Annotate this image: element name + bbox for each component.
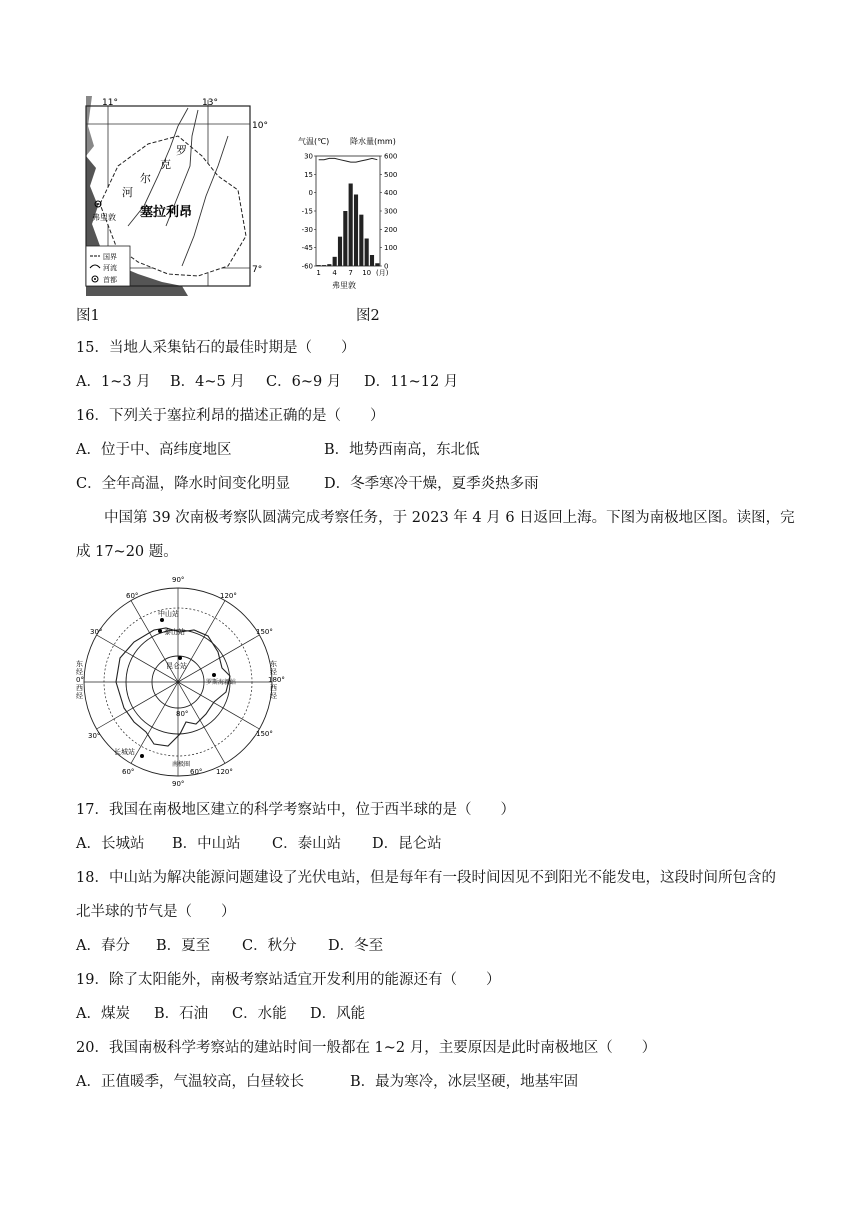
right-meridian-xi: 西 [270,684,277,692]
precip-bar [354,195,358,267]
map-lon-30-lower: 30° [88,732,101,740]
q15-option-d: D．11~12 月 [364,374,459,390]
precip-bar [338,237,342,266]
q19-option-a: A．煤炭 [76,1006,130,1022]
legend-capital: 首都 [103,276,117,284]
temp-tick-label: -45 [301,244,313,253]
month-tick-label: 1 [316,269,321,277]
map-lon-150-upper: 150° [256,628,273,636]
map-lon-150-lower: 150° [256,730,273,738]
precip-tick-label: 500 [384,170,398,179]
map-lon-120-bottom: 120° [216,768,233,776]
left-meridian-jing2: 经 [76,692,83,700]
map-lon-60-bottom-left: 60° [122,768,135,776]
lat-80-label: 80° [176,710,189,718]
precip-bar [322,265,326,266]
map-lon-120-top: 120° [220,592,237,600]
country-char-ke: 克 [160,158,171,171]
precip-axis-title: 降水量(mm) [350,137,396,146]
q19-option-c: C．水能 [232,1006,287,1022]
precip-bar [375,263,379,266]
precip-bar [317,265,321,266]
left-meridian-jing1: 经 [76,668,83,676]
station-kunlun: 昆仑站 [166,662,187,670]
legend-border: 国界 [103,253,117,261]
left-meridian-xi: 西 [76,684,83,692]
left-meridian-dong: 东 [76,660,83,668]
country-name: 塞拉利昂 [140,205,193,220]
temp-tick-label: 30 [304,152,313,161]
q17-option-c: C．泰山站 [272,836,342,852]
right-meridian-dong: 东 [270,660,277,668]
q15-option-b: B．4~5 月 [170,374,245,390]
q20-option-b: B．最为寒冷，冰层坚硬，地基牢固 [350,1074,579,1090]
station-ross-sea: 罗斯海新站 [206,679,237,686]
q20-stem: 20．我国南极科学考察站的建站时间一般都在 1~2 月，主要原因是此时南极地区（ ） [76,1040,657,1056]
sierra-leone-map [78,96,278,296]
temp-tick-label: -60 [301,262,313,271]
q19-option-d: D．风能 [310,1006,366,1022]
q17-option-a: A．长城站 [76,836,145,852]
map-lon-30-upper: 30° [90,628,103,636]
lon-label-13: 13° [202,98,218,108]
q16-option-b: B．地势西南高，东北低 [324,442,480,458]
temp-tick-label: 0 [308,189,313,198]
q16-option-a: A．位于中、高纬度地区 [76,442,232,458]
station-name: 弗里敦 [332,281,356,290]
intro-line-2: 成 17~20 题。 [76,544,178,560]
month-tick-label: 10 [362,269,372,277]
lat-label-7: 7° [252,265,263,275]
q17-option-d: D．昆仑站 [372,836,442,852]
antarctic-circle-label: 南极圈 [172,761,191,768]
q19-stem: 19．除了太阳能外，南极考察站适宜开发利用的能源还有（ ） [76,972,501,988]
map-lon-60-top: 60° [126,592,139,600]
country-char-er: 尔 [140,172,151,185]
precip-bar [370,255,374,266]
precip-tick-label: 400 [384,189,398,198]
right-meridian-jing2: 经 [270,692,277,700]
q16-option-c: C．全年高温，降水时间变化明显 [76,476,291,492]
temp-tick-label: 15 [304,170,313,179]
precip-bar [365,239,369,267]
figure1-caption: 图1 [76,308,100,324]
precip-bar [327,264,331,266]
map-lon-60-bottom-right: 60° [190,768,203,776]
temperature-line [319,158,378,162]
right-meridian-jing1: 经 [270,668,277,676]
q18-option-d: D．冬至 [328,938,384,954]
figure2-caption: 图2 [356,308,380,324]
temp-tick-label: -15 [301,207,313,216]
left-meridian-zero: 0° [76,676,84,684]
q15-option-a: A．1~3 月 [76,374,151,390]
q15-stem: 15．当地人采集钻石的最佳时期是（ ） [76,340,356,356]
lon-label-11: 11° [102,98,118,108]
map-lon-90-top: 90° [172,576,185,584]
q17-stem: 17．我国在南极地区建立的科学考察站中，位于西半球的是（ ） [76,802,515,818]
precip-tick-label: 0 [384,262,389,271]
precip-bar [349,184,353,267]
month-tick-label: 4 [332,269,337,277]
station-zhongshan: 中山站 [158,610,179,618]
q19-option-b: B．石油 [154,1006,209,1022]
precip-tick-label: 100 [384,244,398,253]
q20-option-a: A．正值暖季，气温较高，白昼较长 [76,1074,304,1090]
map-lon-90-bottom: 90° [172,780,185,788]
lat-label-10: 10° [252,121,268,131]
q16-stem: 16．下列关于塞拉利昂的描述正确的是（ ） [76,408,385,424]
intro-line-1: 中国第 39 次南极考察队圆满完成考察任务，于 2023 年 4 月 6 日返回上海。下图为南极地区图。读图，完 [104,510,795,526]
country-char-luo: 罗 [176,144,187,157]
q18-option-c: C．秋分 [242,938,297,954]
q18-stem-line2: 北半球的节气是（ ） [76,904,236,920]
month-tick-label: 7 [348,269,353,277]
precip-bar [343,211,347,266]
temp-axis-title: 气温(℃) [298,137,330,146]
q18-option-a: A．春分 [76,938,130,954]
q16-option-d: D．冬季寒冷干燥，夏季炎热多雨 [324,476,539,492]
legend-river: 河流 [103,264,117,272]
q18-stem-line1: 18．中山站为解决能源问题建设了光伏电站，但是每年有一段时间因见不到阳光不能发电，这段时间所包含的 [76,870,776,886]
right-meridian-180: 180° [268,676,285,684]
q17-option-b: B．中山站 [172,836,241,852]
precip-tick-label: 300 [384,207,398,216]
climate-chart [296,134,416,294]
precip-bar [333,257,337,266]
q15-option-c: C．6~9 月 [266,374,342,390]
country-char-he: 河 [122,186,133,199]
q18-option-b: B．夏至 [156,938,211,954]
station-taishan: 泰山站 [164,628,185,636]
capital-name: 弗里敦 [92,213,116,222]
precip-tick-label: 200 [384,225,398,234]
precip-bar [359,215,363,266]
station-changcheng: 长城站 [114,748,135,756]
month-unit: (月) [376,269,389,277]
antarctic-map [76,572,286,790]
precip-tick-label: 600 [384,152,398,161]
temp-tick-label: -30 [301,225,313,234]
